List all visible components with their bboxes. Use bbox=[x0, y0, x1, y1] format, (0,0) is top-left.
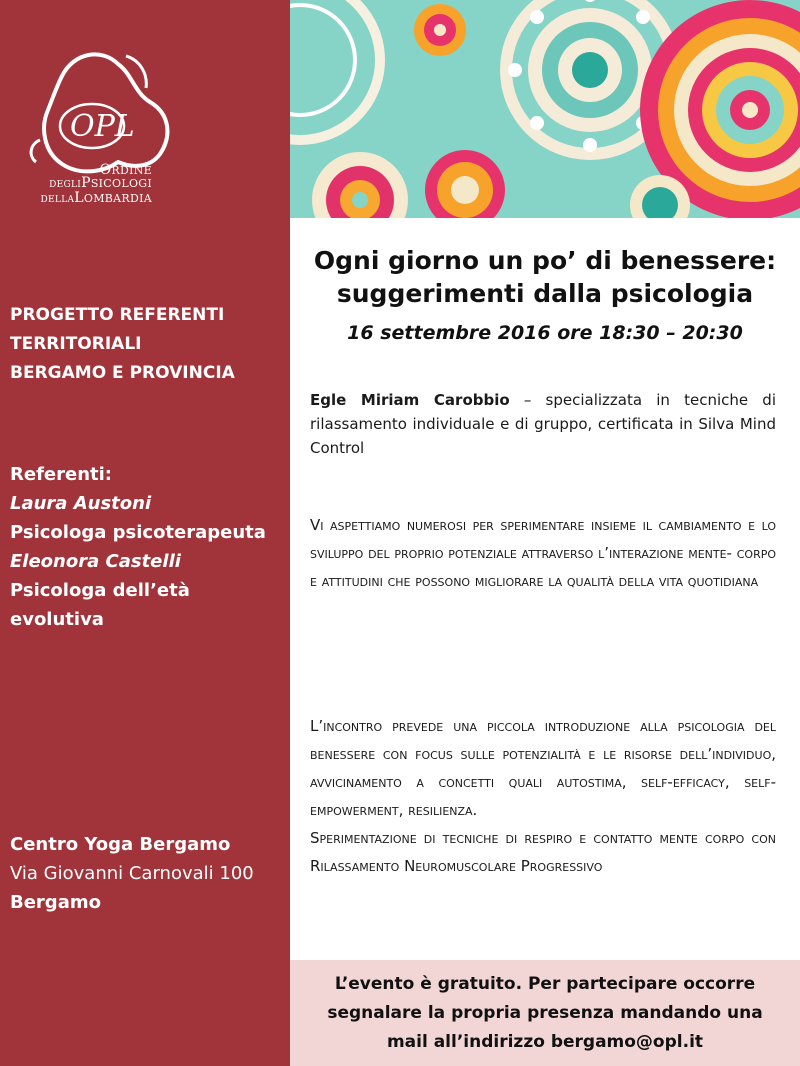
contact-email-line[interactable]: mail all’indirizzo bergamo@opl.it bbox=[386, 1032, 704, 1052]
venue-address: Via Giovanni Carnovali 100 bbox=[10, 863, 254, 884]
program-intro: L’incontro prevede una piccola introduzione alla psicologia del benessere con focus sulle potenzialità e le risorse dell’individuo, avvicinamento a concetti quali autostima, self-efficacy, self-empowerment, resilienza. bbox=[310, 717, 776, 819]
event-title: Ogni giorno un po’ di benessere: suggerimenti dalla psicologia bbox=[313, 246, 777, 308]
venue-city: Bergamo bbox=[10, 892, 101, 913]
program-practice: Sperimentazione di tecniche di respiro e contatto mente corpo con Rilassamento Neuromuscolare Progressivo bbox=[310, 829, 776, 875]
main-content bbox=[290, 218, 800, 960]
logo-caption: ORDINE DEGLIPSICOLOGI DELLALOMBARDIA bbox=[40, 162, 152, 206]
invitation-text: Vi aspettiamo numerosi per sperimentare insieme il cambiamento e lo sviluppo del proprio potenziale attraverso l’interazione mente- corpo e attitudini che possono migliorare la qualità della vita quotidiana bbox=[310, 516, 777, 590]
logo-acronym: OPL bbox=[70, 109, 135, 144]
mandala-pattern bbox=[290, 0, 800, 218]
sidebar bbox=[0, 0, 290, 1066]
referent-name: Eleonora Castelli bbox=[10, 551, 181, 572]
speaker-description: – specializzata in tecniche di rilassamento individuale e di gruppo, certificata in Silva Mind Control bbox=[310, 391, 776, 457]
speaker-bio bbox=[310, 388, 776, 460]
registration-footer: L’evento è gratuito. Per partecipare occorre segnalare la propria presenza mandando una mail all’indirizzo bergamo@opl.it bbox=[290, 960, 800, 1066]
referent-name: Laura Austoni bbox=[10, 493, 152, 514]
referents bbox=[10, 460, 285, 634]
project-title: PROGETTO REFERENTI TERRITORIALI BERGAMO E PROVINCIA bbox=[10, 305, 235, 383]
event-date: 16 settembre 2016 ore 18:30 – 20:30 bbox=[347, 322, 743, 344]
referents-label: Referenti: bbox=[10, 464, 112, 485]
mandala-banner bbox=[290, 0, 800, 218]
venue bbox=[10, 830, 285, 917]
referent-role: Psicologa dell’età evolutiva bbox=[10, 580, 190, 630]
speaker-name: Egle Miriam Carobbio bbox=[310, 391, 510, 409]
referent-role: Psicologa psicoterapeuta bbox=[10, 522, 266, 543]
program-text bbox=[310, 712, 776, 880]
venue-name: Centro Yoga Bergamo bbox=[10, 834, 231, 855]
